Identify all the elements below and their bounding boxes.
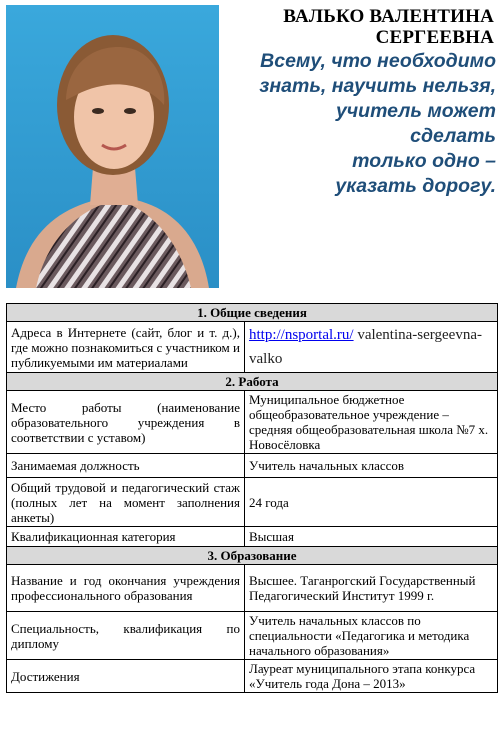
table-row — [7, 527, 498, 547]
quote-line: знать, научить нельзя, — [259, 75, 496, 97]
name-line-2: СЕРГЕЕВНА — [375, 27, 494, 48]
specialty-value: Учитель начальных классов по специальности «Педагогика и методика начального образования» — [245, 612, 498, 660]
achievements-value: Лауреат муниципального этапа конкурса «Учитель года Дона – 2013» — [245, 660, 498, 693]
table-row — [7, 660, 498, 693]
quote-line: учитель может — [335, 100, 496, 122]
internet-value-rest: valentina-sergeevna-valko — [249, 327, 482, 367]
quote-line: Всему, что необходимо — [260, 50, 496, 72]
info-table — [6, 303, 498, 693]
workplace-label: Место работы (наименование образовательного учреждения в соответствии с уставом) — [7, 391, 245, 454]
internet-label: Адреса в Интернете (сайт, блог и т. д.), где можно познакомиться с участником и публикуемыми им материалами — [7, 322, 245, 373]
section-header-row — [7, 547, 498, 565]
achievements-label: Достижения — [7, 660, 245, 693]
table-row — [7, 391, 498, 454]
graduation-label: Название и год окончания учреждения профессионального образования — [7, 565, 245, 612]
person-name — [224, 6, 494, 48]
motto-quote — [222, 49, 496, 199]
section-title-education: 3. Образование — [7, 547, 498, 565]
table-row — [7, 454, 498, 478]
graduation-value: Высшее. Таганрогский Государственный Педагогический Институт 1999 г. — [245, 565, 498, 612]
workplace-value: Муниципальное бюджетное общеобразовательное учреждение – средняя общеобразовательная школа №7 х. Новосёловка — [245, 391, 498, 454]
category-value: Высшая — [245, 527, 498, 547]
category-label: Квалификационная категория — [7, 527, 245, 547]
nsportal-link[interactable]: http://nsportal.ru/ — [249, 327, 354, 343]
section-title-work: 2. Работа — [7, 373, 498, 391]
name-line-1: ВАЛЬКО ВАЛЕНТИНА — [283, 6, 494, 27]
table-row — [7, 478, 498, 527]
section-title-general: 1. Общие сведения — [7, 304, 498, 322]
specialty-label: Специальность, квалификация по диплому — [7, 612, 245, 660]
section-header-row — [7, 304, 498, 322]
table-row — [7, 322, 498, 373]
quote-line: указать дорогу. — [335, 175, 496, 197]
internet-value — [245, 322, 498, 373]
quote-line: только одно – — [352, 150, 496, 172]
table-row — [7, 565, 498, 612]
experience-value: 24 года — [245, 478, 498, 527]
portrait-photo — [6, 5, 219, 288]
section-header-row — [7, 373, 498, 391]
quote-line: сделать — [410, 125, 496, 147]
experience-label: Общий трудовой и педагогический стаж (полных лет на момент заполнения анкеты) — [7, 478, 245, 527]
position-label: Занимаемая должность — [7, 454, 245, 478]
table-row — [7, 612, 498, 660]
position-value: Учитель начальных классов — [245, 454, 498, 478]
